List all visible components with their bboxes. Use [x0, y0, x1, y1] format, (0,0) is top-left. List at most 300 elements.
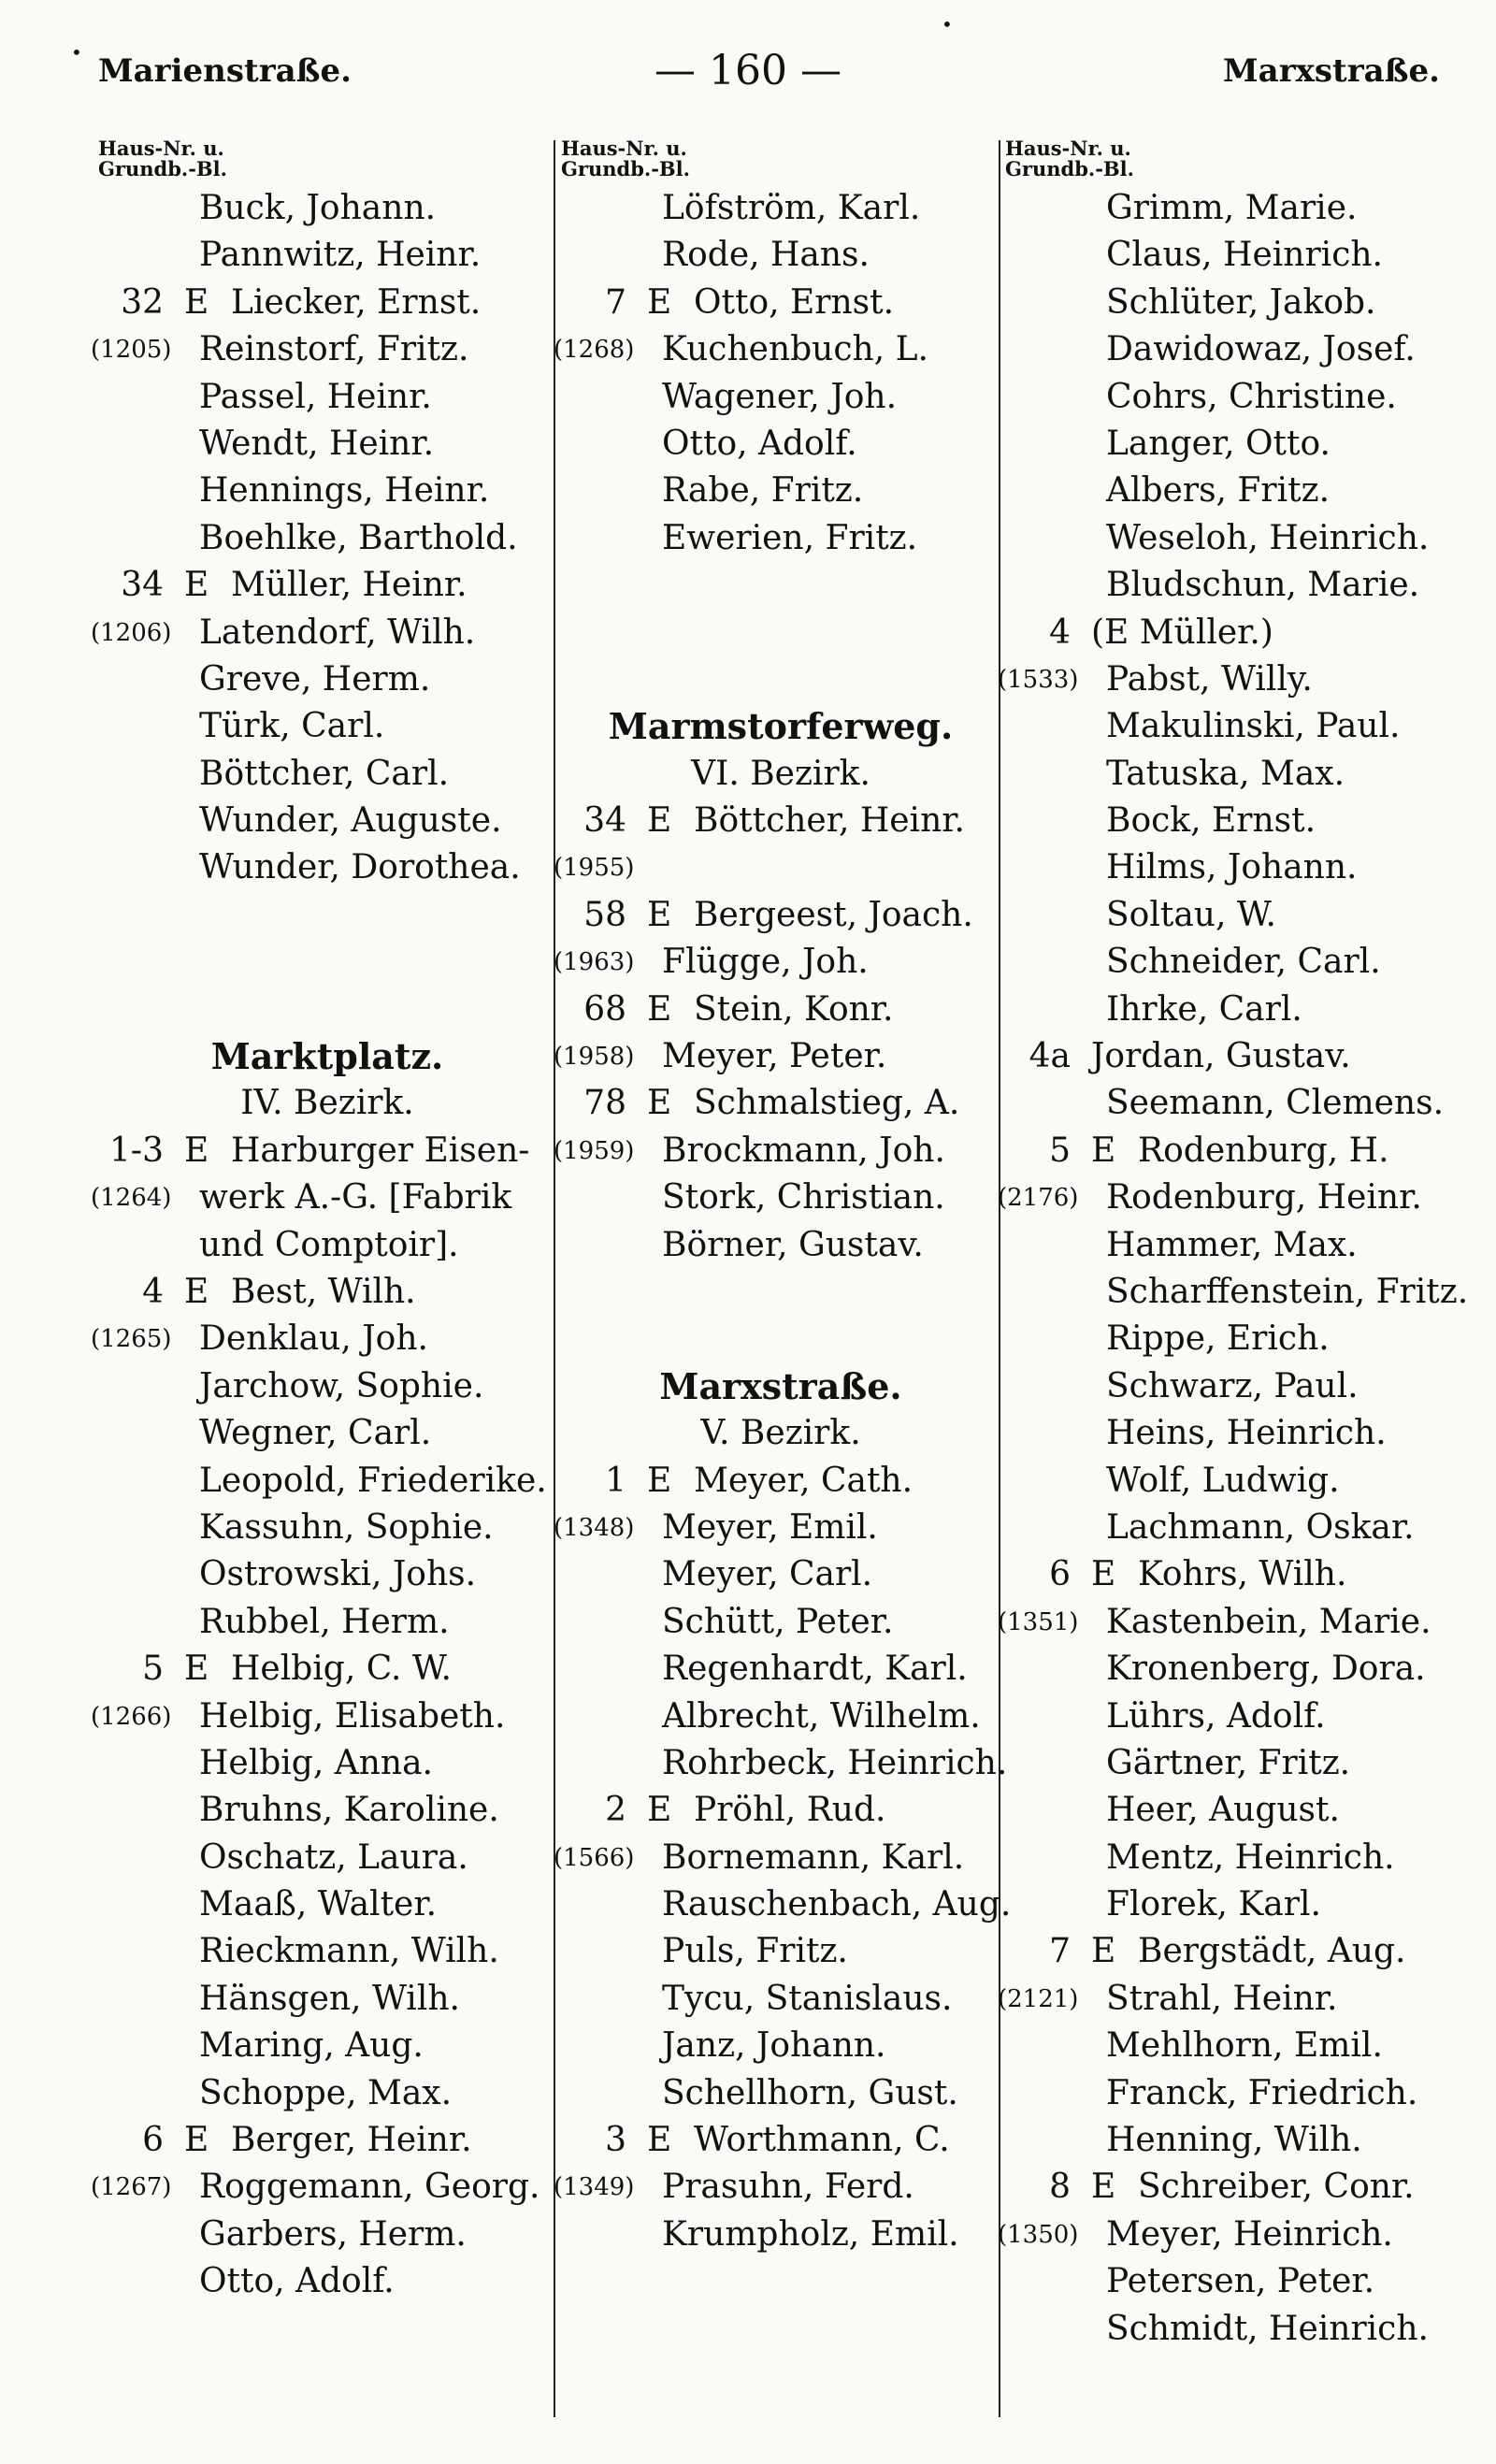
resident-name: Pannwitz, Heinr. [199, 236, 482, 275]
owner-marker: E [647, 1791, 672, 1830]
directory-entry [1005, 1269, 1473, 1316]
directory-entry [561, 1080, 1000, 1127]
resident-name: Rippe, Erich. [1106, 1319, 1330, 1359]
grundbuch-number: (1566) [554, 1843, 635, 1872]
house-number: 4 [142, 1272, 164, 1311]
directory-entry [98, 1835, 556, 1881]
directory-entry [98, 2117, 556, 2164]
directory-entry [561, 374, 1000, 421]
directory-entry [98, 1410, 556, 1457]
directory-entry [1005, 1222, 1473, 1269]
resident-name: Grimm, Marie. [1106, 189, 1358, 227]
directory-entry [98, 751, 556, 798]
resident-name: Rabe, Fritz. [662, 471, 864, 511]
resident-name: Kastenbein, Marie. [1106, 1602, 1431, 1641]
grundbuch-number: (1533) [998, 665, 1079, 694]
directory-entry [1005, 1316, 1473, 1362]
column-head: Haus-Nr. u. Grundb.-Bl. [1005, 137, 1134, 180]
resident-name: Henning, Wilh. [1106, 2121, 1362, 2160]
resident-name: Mentz, Heinrich. [1106, 1837, 1395, 1877]
resident-name: Denklau, Joh. [199, 1319, 428, 1359]
directory-entry [561, 1881, 1012, 1928]
directory-entry [1005, 1410, 1473, 1457]
house-number: 3 [605, 2121, 626, 2160]
owner-marker: E [184, 1650, 209, 1689]
resident-name: Harburger Eisen- [231, 1131, 530, 1170]
house-number: 7 [1049, 1932, 1071, 1971]
resident-name: Heer, August. [1106, 1791, 1340, 1830]
resident-name: Schreiber, Conr. [1138, 2168, 1415, 2207]
owner-marker: E [1091, 1932, 1116, 1971]
directory-entry [98, 1599, 556, 1646]
directory-entry [561, 1458, 1000, 1505]
directory-entry [1005, 939, 1473, 986]
column-head: Haus-Nr. u. Grundb.-Bl. [561, 137, 690, 180]
street-heading: Marmstorferweg. [608, 705, 954, 748]
directory-entry [1005, 1646, 1473, 1693]
resident-name: Petersen, Peter. [1106, 2262, 1375, 2301]
resident-name: Schmalstieg, A. [694, 1084, 960, 1123]
grundbuch-number: (1958) [554, 1043, 635, 1072]
directory-entry [98, 1269, 556, 1316]
resident-name: Greve, Herm. [199, 659, 431, 699]
house-number: 6 [142, 2121, 164, 2160]
owner-marker: E [1091, 2168, 1116, 2207]
resident-name: Helbig, Elisabeth. [199, 1696, 506, 1736]
resident-name: Rieckmann, Wilh. [199, 1932, 499, 1971]
directory-entry [554, 1835, 1000, 1881]
directory-entry [98, 468, 556, 514]
directory-entry [1005, 1033, 1473, 1080]
resident-name: Wegner, Carl. [199, 1414, 432, 1453]
grundbuch-number: (2121) [998, 1984, 1079, 2013]
directory-entry [98, 1787, 556, 1834]
directory-entry [1005, 1363, 1473, 1410]
directory-entry [98, 2258, 556, 2305]
directory-entry [1005, 1458, 1473, 1505]
speck: • [942, 13, 953, 36]
house-number: 34 [121, 566, 164, 605]
directory-entry [554, 326, 1000, 373]
resident-name: Schellhorn, Gust. [662, 2073, 958, 2112]
directory-entry [554, 1033, 1000, 1080]
resident-name: Hänsgen, Wilh. [199, 1979, 460, 2018]
resident-name: Wunder, Auguste. [199, 801, 502, 841]
directory-entry [1005, 1881, 1473, 1928]
owner-marker: E [184, 1272, 209, 1311]
grundbuch-number: (1266) [91, 1702, 172, 1731]
resident-name: Otto, Adolf. [662, 424, 857, 463]
directory-entry [1005, 468, 1473, 514]
directory-entry [1005, 703, 1473, 750]
resident-name: Pröhl, Rud. [694, 1791, 886, 1830]
resident-name: Meyer, Cath. [694, 1461, 913, 1500]
directory-entry [91, 2164, 556, 2211]
directory-entry [998, 1976, 1473, 2023]
grundbuch-number: (1264) [91, 1184, 172, 1213]
page-header [0, 47, 1496, 108]
directory-entry [98, 1363, 556, 1410]
resident-name: und Comptoir]. [199, 1225, 459, 1264]
column-head: Haus-Nr. u. Grundb.-Bl. [98, 137, 227, 180]
resident-name: Makulinski, Paul. [1106, 707, 1401, 746]
directory-entry [98, 1222, 556, 1269]
resident-name: Lührs, Adolf. [1106, 1696, 1326, 1736]
house-number: 68 [583, 989, 626, 1029]
directory-entry [1005, 610, 1473, 656]
directory-entry [98, 185, 556, 232]
directory-entry [561, 232, 1000, 279]
resident-name: Otto, Ernst. [694, 282, 895, 322]
spacer [561, 610, 1000, 656]
grundbuch-number: (2176) [998, 1184, 1079, 1213]
resident-name: Rubbel, Herm. [199, 1602, 450, 1641]
grundbuch-number: (1963) [554, 948, 635, 977]
directory-entry [998, 656, 1473, 703]
directory-entry [1005, 2306, 1473, 2353]
directory-entry [561, 2117, 1000, 2164]
owner-marker: E [184, 2121, 209, 2160]
directory-entry [561, 1740, 1008, 1787]
resident-name: Bergeest, Joach. [694, 895, 973, 934]
directory-entry [98, 1128, 556, 1174]
spacer [561, 1269, 1000, 1316]
grundbuch-number: (1349) [554, 2173, 635, 2202]
directory-entry [561, 515, 1000, 562]
house-number: 32 [121, 282, 164, 322]
resident-name: Kuchenbuch, L. [662, 330, 928, 369]
resident-name: Jarchow, Sophie. [199, 1366, 484, 1405]
resident-name: Regenhardt, Karl. [662, 1650, 968, 1689]
street-heading: Marktplatz. [210, 1035, 444, 1078]
directory-entry [1005, 2023, 1473, 2069]
owner-marker: E [1091, 1555, 1116, 1594]
resident-name: Boehlke, Barthold. [199, 518, 518, 557]
directory-entry [98, 280, 556, 326]
resident-name: Best, Wilh. [231, 1272, 416, 1311]
resident-name: Weseloh, Heinrich. [1106, 518, 1430, 557]
resident-name: Buck, Johann. [199, 189, 437, 227]
directory-entry [561, 2212, 1000, 2258]
directory-entry [1005, 326, 1473, 373]
resident-name: Rohrbeck, Heinrich. [662, 1743, 1008, 1782]
directory-entry [1005, 562, 1473, 609]
grundbuch-number: (1267) [91, 2173, 172, 2202]
house-number: 5 [1049, 1131, 1071, 1170]
directory-entry [1005, 232, 1473, 279]
resident-name: Schoppe, Max. [199, 2073, 453, 2112]
resident-name: Oschatz, Laura. [199, 1837, 468, 1877]
directory-entry [561, 892, 1000, 939]
resident-name: Prasuhn, Ferd. [662, 2168, 914, 2207]
house-number: 5 [142, 1650, 164, 1689]
resident-name: Bergstädt, Aug. [1138, 1932, 1406, 1971]
resident-name: Florek, Karl. [1106, 1885, 1321, 1924]
house-number: 2 [605, 1791, 626, 1830]
resident-name: Kronenberg, Dora. [1106, 1650, 1426, 1689]
owner-marker: E [647, 282, 672, 322]
grundbuch-number: (1268) [554, 336, 635, 365]
resident-name: Kassuhn, Sophie. [199, 1507, 494, 1547]
directory-entry [561, 1646, 1000, 1693]
directory-entry [1005, 1835, 1473, 1881]
resident-name: Hilms, Johann. [1106, 848, 1358, 887]
resident-name: Brockmann, Joh. [662, 1131, 945, 1170]
resident-name: Türk, Carl. [199, 707, 385, 746]
directory-entry [1005, 892, 1473, 939]
directory-entry [1005, 421, 1473, 468]
resident-name: Maring, Aug. [199, 2026, 424, 2066]
directory-entry [554, 2164, 1000, 2211]
house-number: 4a [1028, 1037, 1071, 1076]
directory-entry [98, 1551, 556, 1598]
directory-entry [561, 1976, 1000, 2023]
directory-entry [1005, 1787, 1473, 1834]
grundbuch-number: (1206) [91, 618, 172, 647]
directory-entry [1005, 515, 1473, 562]
directory-entry [561, 2023, 1000, 2069]
resident-name: Rauschenbach, Aug. [662, 1885, 1012, 1924]
resident-name: Ostrowski, Johs. [199, 1555, 477, 1594]
street-heading: Marxstraße. [659, 1364, 902, 1407]
resident-name: Schneider, Carl. [1106, 943, 1381, 982]
directory-entry [98, 1976, 556, 2023]
page-number: — 160 — [654, 47, 842, 94]
directory-entry [98, 562, 556, 609]
resident-name: Bornemann, Karl. [662, 1837, 965, 1877]
resident-name: Schütt, Peter. [662, 1602, 894, 1641]
spacer [561, 562, 1000, 609]
resident-name: Helbig, C. W. [231, 1650, 453, 1689]
resident-name: (E Müller.) [1091, 612, 1273, 652]
house-number: 7 [605, 282, 626, 322]
resident-name: Flügge, Joh. [662, 943, 869, 982]
resident-name: Latendorf, Wilh. [199, 612, 476, 652]
directory-entry [554, 1505, 1000, 1551]
directory-entry [1005, 2258, 1473, 2305]
resident-name: Leopold, Friederike. [199, 1461, 547, 1500]
resident-name: Schmidt, Heinrich. [1106, 2309, 1429, 2348]
header-left-street: Marienstraße. [98, 52, 352, 90]
column-3 [998, 137, 1473, 2353]
resident-name: Maaß, Walter. [199, 1885, 438, 1924]
resident-name: Bludschun, Marie. [1106, 566, 1420, 605]
district-label: IV. Bezirk. [240, 1084, 414, 1123]
house-number: 58 [583, 895, 626, 934]
resident-name: Wolf, Ludwig. [1106, 1461, 1340, 1500]
directory-entry [98, 1646, 556, 1693]
directory-entry [98, 2070, 556, 2117]
district-label: V. Bezirk. [700, 1414, 861, 1453]
directory-entry [998, 1174, 1473, 1221]
owner-marker: E [184, 282, 209, 322]
owner-marker: E [184, 1131, 209, 1170]
directory-entry [98, 232, 556, 279]
resident-name: Reinstorf, Fritz. [199, 330, 469, 369]
resident-name: Tycu, Stanislaus. [662, 1979, 953, 2018]
directory-entry [98, 2023, 556, 2069]
directory-entry [98, 1458, 556, 1505]
directory-entry [1005, 1928, 1473, 1975]
directory-entry [561, 468, 1000, 514]
directory-entry [554, 1128, 1000, 1174]
directory-entry [1005, 1505, 1473, 1551]
resident-name: Schlüter, Jakob. [1106, 282, 1376, 322]
resident-name: Pabst, Willy. [1106, 659, 1313, 699]
directory-entry [98, 2212, 556, 2258]
resident-name: Wagener, Joh. [662, 377, 898, 416]
resident-name: Rode, Hans. [662, 236, 870, 275]
resident-name: Stork, Christian. [662, 1178, 945, 1218]
directory-entry [561, 1222, 1000, 1269]
resident-name: Ewerien, Fritz. [662, 518, 918, 557]
directory-entry [1005, 1693, 1473, 1740]
resident-name: Rodenburg, Heinr. [1106, 1178, 1422, 1218]
resident-name: Langer, Otto. [1106, 424, 1331, 463]
directory-entry [561, 280, 1000, 326]
resident-name: Wendt, Heinr. [199, 424, 435, 463]
directory-entry [998, 1599, 1473, 1646]
resident-name: Garbers, Herm. [199, 2214, 467, 2254]
resident-name: Wunder, Dorothea. [199, 848, 521, 887]
directory-entry [561, 2070, 1000, 2117]
resident-name: Roggemann, Georg. [199, 2168, 540, 2207]
resident-name: Mehlhorn, Emil. [1106, 2026, 1383, 2066]
directory-entry [1005, 1080, 1473, 1127]
house-number: 6 [1049, 1555, 1071, 1594]
directory-entry [561, 1174, 1000, 1221]
directory-entry [561, 1928, 1000, 1975]
resident-name: Meyer, Carl. [662, 1555, 873, 1594]
directory-entry [98, 515, 556, 562]
resident-name: Böttcher, Heinr. [694, 801, 965, 841]
house-number: 4 [1049, 612, 1071, 652]
owner-marker: E [647, 1084, 672, 1123]
resident-name: Worthmann, C. [694, 2121, 950, 2160]
district-label: VI. Bezirk. [691, 754, 870, 793]
directory-entry [1005, 185, 1473, 232]
resident-name: Albers, Fritz. [1106, 471, 1331, 511]
directory-entry [98, 844, 556, 891]
resident-name: Jordan, Gustav. [1091, 1037, 1351, 1076]
spacer [98, 939, 556, 986]
resident-name: Schwarz, Paul. [1106, 1366, 1359, 1405]
directory-entry [1005, 374, 1473, 421]
column-1 [91, 137, 556, 2306]
resident-name: Krumpholz, Emil. [662, 2214, 959, 2254]
directory-entry [91, 610, 556, 656]
resident-name: Hennings, Heinr. [199, 471, 490, 511]
house-number: 8 [1049, 2168, 1071, 2207]
directory-entry [98, 1505, 556, 1551]
resident-name: Passel, Heinr. [199, 377, 432, 416]
directory-entry [1005, 1128, 1473, 1174]
resident-name: Seemann, Clemens. [1106, 1084, 1445, 1123]
directory-entry [1005, 987, 1473, 1033]
resident-name: Meyer, Heinrich. [1106, 2214, 1393, 2254]
grundbuch-number: (1351) [998, 1607, 1079, 1636]
spacer [561, 656, 1000, 703]
directory-entry [91, 326, 556, 373]
resident-name: Ihrke, Carl. [1106, 989, 1302, 1029]
resident-name: Gärtner, Fritz. [1106, 1743, 1351, 1782]
directory-entry [561, 1693, 1000, 1740]
owner-marker: E [647, 801, 672, 841]
resident-name: Müller, Heinr. [231, 566, 468, 605]
resident-name: Soltau, W. [1106, 895, 1277, 934]
directory-entry [1005, 2164, 1473, 2211]
resident-name: Böttcher, Carl. [199, 754, 450, 793]
directory-entry [1005, 798, 1473, 844]
resident-name: Albrecht, Wilhelm. [662, 1696, 981, 1736]
resident-name: Bruhns, Karoline. [199, 1791, 499, 1830]
resident-name: Meyer, Emil. [662, 1507, 878, 1547]
directory-entry [1005, 1740, 1473, 1787]
house-number: 78 [583, 1084, 626, 1123]
house-number: 1 [605, 1461, 626, 1500]
resident-name: Franck, Friedrich. [1106, 2073, 1418, 2112]
resident-name: Claus, Heinrich. [1106, 236, 1383, 275]
resident-name: Strahl, Heinr. [1106, 1979, 1338, 2018]
directory-entry [1005, 280, 1473, 326]
resident-name: Cohrs, Christine. [1106, 377, 1397, 416]
directory-entry [561, 1787, 1000, 1834]
grundbuch-number: (1205) [91, 336, 172, 365]
resident-name: Otto, Adolf. [199, 2262, 395, 2301]
resident-name: Börner, Gustav. [662, 1225, 924, 1264]
directory-entry [98, 374, 556, 421]
speck: • [71, 41, 82, 64]
directory-entry [998, 2212, 1473, 2258]
owner-marker: E [1091, 1131, 1116, 1170]
directory-entry [1005, 2070, 1473, 2117]
directory-entry [91, 1316, 556, 1362]
directory-entry [561, 987, 1000, 1033]
resident-name: Meyer, Peter. [662, 1037, 887, 1076]
resident-name: Kohrs, Wilh. [1138, 1555, 1347, 1594]
directory-entry [561, 421, 1000, 468]
grundbuch-number: (1265) [91, 1325, 172, 1354]
resident-name: Scharffenstein, Fritz. [1106, 1272, 1469, 1311]
resident-name: Liecker, Ernst. [231, 282, 482, 322]
resident-name: Rodenburg, H. [1138, 1131, 1389, 1170]
directory-entry [98, 798, 556, 844]
directory-entry [1005, 844, 1473, 891]
directory-entry [561, 1551, 1000, 1598]
owner-marker: E [647, 2121, 672, 2160]
owner-marker: E [647, 1461, 672, 1500]
directory-entry [98, 656, 556, 703]
column-2 [554, 137, 1012, 2258]
directory-entry [561, 798, 1000, 844]
directory-entry [98, 1881, 556, 1928]
grundbuch-number: (1955) [554, 854, 635, 883]
house-number: 34 [583, 801, 626, 841]
directory-entry [1005, 2117, 1473, 2164]
directory-entry [1005, 751, 1473, 798]
grundbuch-number: (1350) [998, 2220, 1079, 2249]
spacer [98, 892, 556, 939]
owner-marker: E [184, 566, 209, 605]
resident-name: Berger, Heinr. [231, 2121, 472, 2160]
resident-name: Lachmann, Oskar. [1106, 1507, 1415, 1547]
resident-name: Hammer, Max. [1106, 1225, 1358, 1264]
resident-name: werk A.-G. [Fabrik [199, 1178, 512, 1218]
grundbuch-number: (1348) [554, 1513, 635, 1542]
directory-entry [561, 185, 1000, 232]
resident-name: Löfström, Karl. [662, 189, 921, 227]
owner-marker: E [647, 895, 672, 934]
